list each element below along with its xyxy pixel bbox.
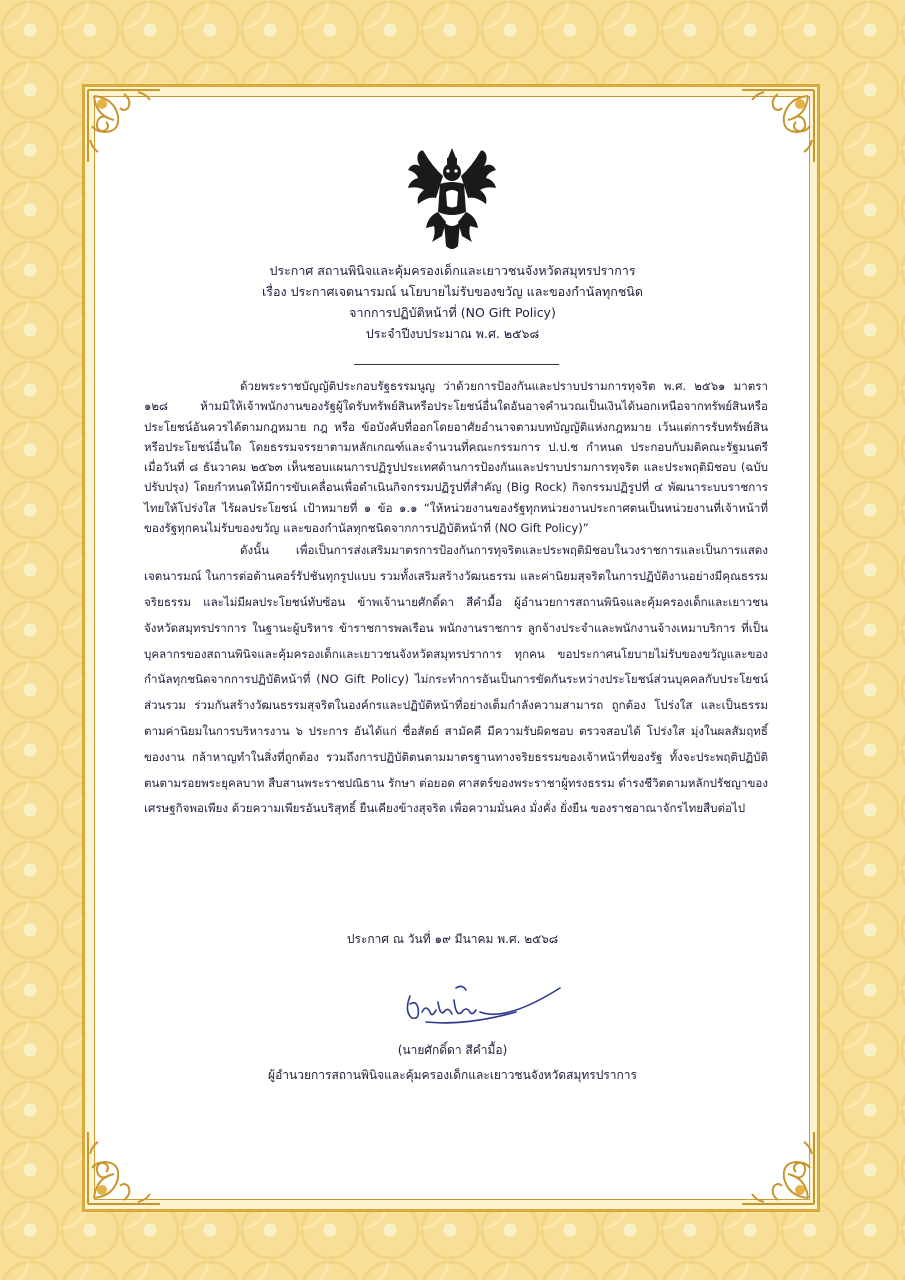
- header-divider: [354, 364, 559, 365]
- floral-corner-ornament-icon: [84, 86, 164, 166]
- announcement-body: [144, 376, 768, 822]
- floral-corner-ornament-icon: [84, 1128, 164, 1208]
- garuda-emblem-icon: [402, 146, 502, 256]
- header-line-fiscal-year: ประจำปีงบประมาณ พ.ศ. ๒๕๖๘: [365, 326, 540, 341]
- signer-title: ผู้อำนวยการสถานพินิจและคุ้มครองเด็กและเยาวชนจังหวัดสมุทรปราการ: [268, 1068, 637, 1082]
- handwritten-signature: [396, 982, 566, 1032]
- body-paragraph: ดังนั้น เพื่อเป็นการส่งเสริมมาตรการป้องกันการทุจริตและประพฤติมิชอบในวงราชการและเป็นการแสดงเจตนารมณ์ ในการต่อต้านคอร์รัปชันทุกรูปแบบ รวมทั้งเสริมสร้างวัฒนธรรม และค่านิยมสุจริตในการปฏิบัติงานอย่างมีคุณธรรม จริยธรรม และไม่มีผลประโยชน์ทับซ้อน ข้าพเจ้านายศักดิ์ดา สีคำมื้อ ผู้อำนวยการสถานพินิจและคุ้มครองเด็กและเยาวชนจังหวัดสมุทรปราการ ในฐานะผู้บริหาร ข้าราชการพลเรือน พนักงานราชการ ลูกจ้างประจำและพนักงานจ้างเหมาบริการ ที่เป็นบุคลากรของสถานพินิจและคุ้มครองเด็กและเยาวชนจังหวัดสมุทรปราการ ทุกคน ขอประกาศนโยบายไม่รับของขวัญและของกำนัลทุกชนิดจากการปฏิบัติหน้าที่ (NO Gift Policy) ไม่กระทำการอันเป็นการขัดกันระหว่างประโยชน์ส่วนบุคคลกับประโยชน์ส่วนรวม ร่วมกันสร้างวัฒนธรรมสุจริตในองค์กรและปฏิบัติหน้าที่อย่างเต็มกำลังความสามารถ ถูกต้อง โปร่งใส และเป็นธรรม ตามค่านิยมในการบริหารงาน ๖ ประการ อันได้แก่ ซื่อสัตย์ สามัคคี มีความรับผิดชอบ ตรวจสอบได้ โปร่งใส มุ่งในผลสัมฤทธิ์ของงาน กล้าหาญทำในสิ่งที่ถูกต้อง รวมถึงการปฏิบัติตนตามมาตรฐานทางจริยธรรมของเจ้าหน้าที่ของรัฐ ทั้งจะประพฤติปฏิบัติตนตามรอยพระยุคลบาท สืบสานพระราชปณิธาน รักษา ต่อยอด ศาสตร์ของพระราชาผู้ทรงธรรม ดำรงชีวิตตามหลักปรัชญาของเศรษฐกิจพอเพียง ด้วยความเพียรอันบริสุทธิ์ ยืนเคียงข้างสุจริต เพื่อความมั่นคง มั่งคั่ง ยั่งยืน ของราชอาณาจักรไทยสืบต่อไป: [144, 543, 768, 816]
- announcement-date: ประกาศ ณ วันที่ ๑๙ มีนาคม พ.ศ. ๒๕๖๘: [346, 932, 559, 946]
- floral-corner-ornament-icon: [738, 1128, 818, 1208]
- signer-name: (นายศักดิ์ดา สีคำมื้อ): [397, 1043, 508, 1057]
- body-paragraph: ด้วยพระราชบัญญัติประกอบรัฐธรรมนูญ ว่าด้วยการป้องกันและปราบปรามการทุจริต พ.ศ. ๒๕๖๑ มาตรา ๑๒๘ ห้ามมิให้เจ้าพนักงานของรัฐผู้ใดรับทรัพย์สินหรือประโยชน์อื่นใดอันอาจคำนวณเป็นเงินได้นอกเหนือจากทรัพย์สินหรือประโยชน์อันควรได้ตามกฎหมาย กฎ หรือ ข้อบังคับที่ออกโดยอาศัยอำนาจตามบทบัญญัติแห่งกฎหมาย เว้นแต่การรับทรัพย์สินหรือประโยชน์อื่นใด โดยธรรมจรรยาตามหลักเกณฑ์และจำนวนที่คณะกรรมการ ป.ป.ช กำหนด ประกอบกับมติคณะรัฐมนตรี เมื่อวันที่ ๘ ธันวาคม ๒๕๖๓ เห็นชอบแผนการปฏิรูปประเทศด้านการป้องกันและปราบปรามการทุจริต และประพฤติมิชอบ (ฉบับปรับปรุง) โดยกำหนดให้มีการขับเคลื่อนเพื่อดำเนินกิจกรรมปฏิรูปที่สำคัญ (Big Rock) กิจกรรมปฏิรูปที่ ๔ พัฒนาระบบราชการไทยให้โปร่งใส ไร้ผลประโยชน์ เป้าหมายที่ ๑ ข้อ ๑.๑ “ให้หน่วยงานของรัฐทุกหน่วยงานประกาศตนเป็นหน่วยงานที่เจ้าหน้าที่ ของรัฐทุกคนไม่รับของขวัญ และของกำนัลทุกชนิดจากการปฏิบัติหน้าที่ (NO Gift Policy)”: [144, 379, 768, 536]
- header-line-issuer: ประกาศ สถานพินิจและคุ้มครองเด็กและเยาวชนจังหวัดสมุทรปราการ: [269, 263, 636, 278]
- announcement-header: [150, 260, 755, 344]
- floral-corner-ornament-icon: [738, 86, 818, 166]
- header-line-policy: จากการปฏิบัติหน้าที่ (NO Gift Policy): [349, 305, 556, 320]
- header-line-subject: เรื่อง ประกาศเจตนารมณ์ นโยบายไม่รับของขวัญ และของกำนัลทุกชนิด: [262, 284, 643, 299]
